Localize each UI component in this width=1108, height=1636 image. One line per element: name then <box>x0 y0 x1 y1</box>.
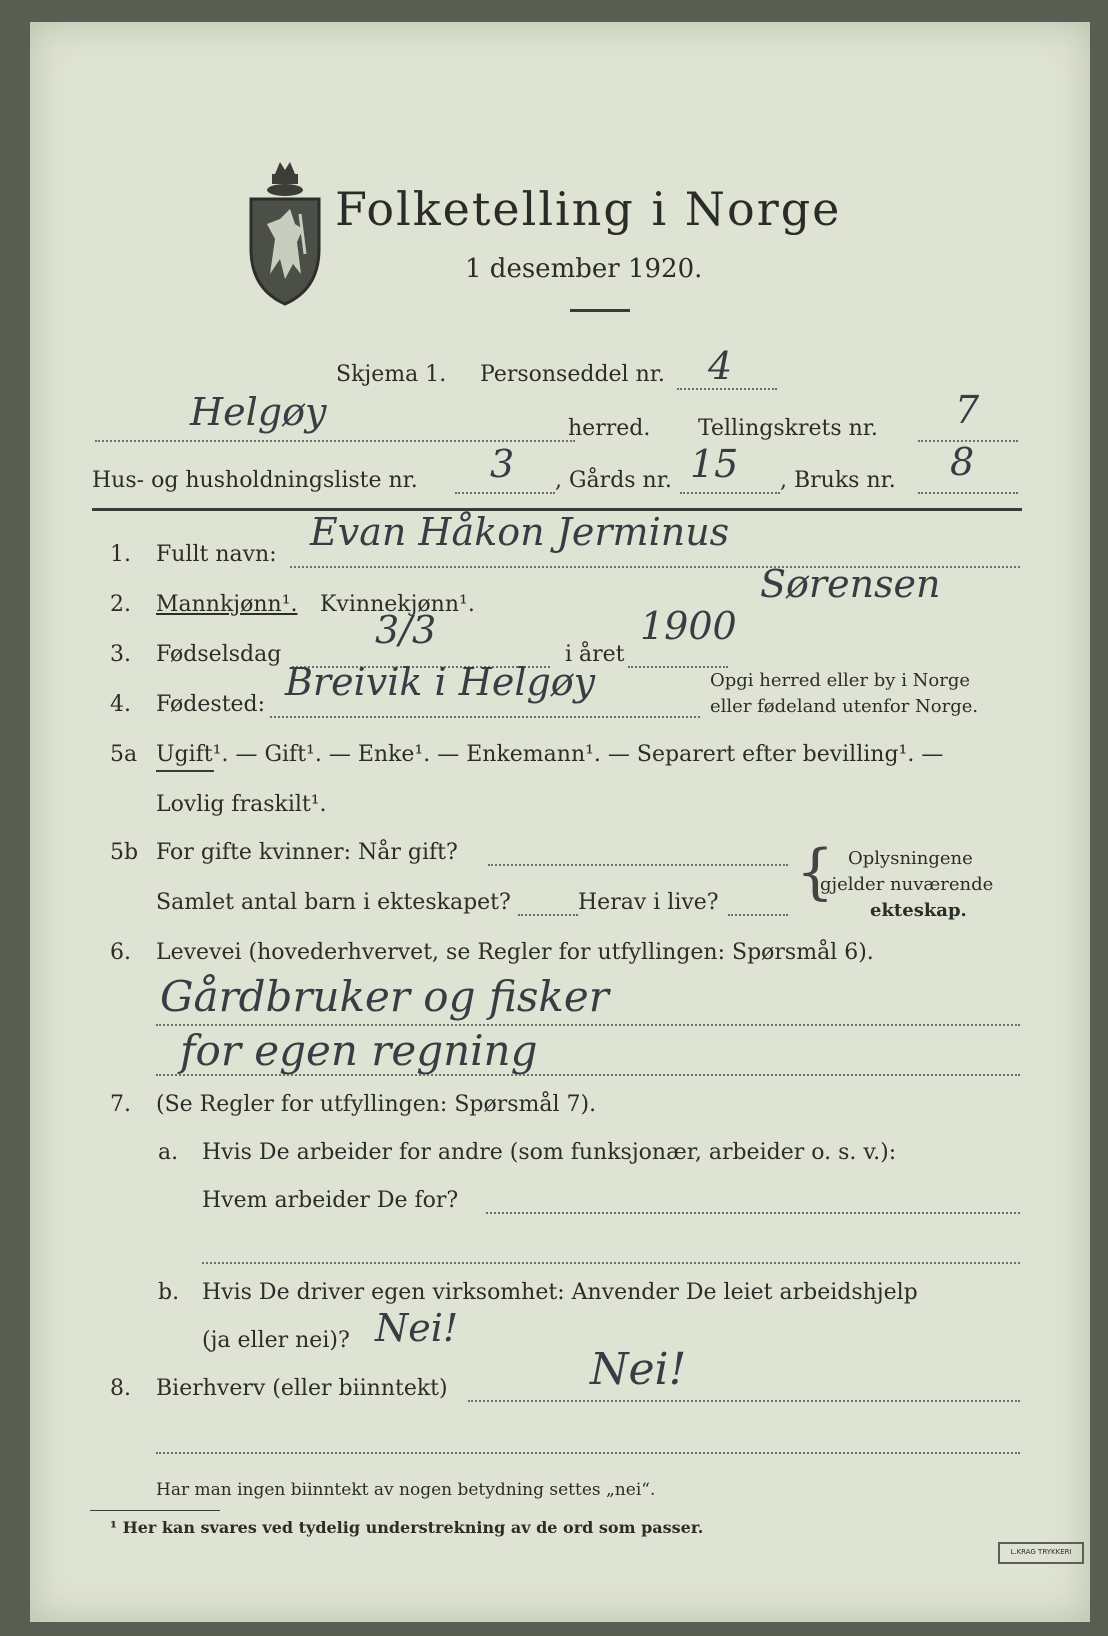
q5b-note-line2: gjelder nuværende <box>820 874 994 895</box>
q7-number: 7. <box>110 1092 131 1117</box>
q4-note-line2: eller fødeland utenfor Norge. <box>710 696 979 717</box>
q7b-letter: b. <box>158 1280 180 1305</box>
q4-value[interactable]: Breivik i Helgøy <box>285 660 596 704</box>
gards-label: , Gårds nr. <box>555 468 672 493</box>
q5a-number: 5a <box>110 742 138 767</box>
herred-value[interactable]: Helgøy <box>190 390 327 434</box>
q8-label: Bierhverv (eller biinntekt) <box>156 1376 448 1401</box>
q6-value-line1[interactable]: Gårdbruker og fisker <box>160 972 609 1021</box>
norwegian-coat-of-arms-icon <box>245 154 325 314</box>
q6-value-line2[interactable]: for egen regning <box>180 1026 538 1075</box>
q7a-line-extra <box>202 1262 1020 1264</box>
bruks-value[interactable]: 8 <box>950 440 975 484</box>
q4-note-line1: Opgi herred eller by i Norge <box>710 670 971 691</box>
skjema-label: Skjema 1. <box>336 362 447 387</box>
q1-number: 1. <box>110 542 131 567</box>
q2-female-option[interactable]: Kvinnekjønn¹. <box>320 592 475 617</box>
q3-label: Fødselsdag <box>156 642 282 667</box>
q8-line <box>468 1400 1020 1402</box>
q1-label: Fullt navn: <box>156 542 277 567</box>
q8-line-extra <box>156 1452 1020 1454</box>
q7b-line1: Hvis De driver egen virksomhet: Anvender De leiet arbeidshjelp <box>202 1280 918 1305</box>
herred-label: herred. <box>568 416 651 441</box>
q3-number: 3. <box>110 642 131 667</box>
footnote: ¹ Her kan svares ved tydelig understrekning av de ord som passer. <box>110 1518 704 1537</box>
q7-label: (Se Regler for utfyllingen: Spørsmål 7). <box>156 1092 597 1117</box>
husliste-label: Hus- og husholdningsliste nr. <box>92 468 418 493</box>
q6-label: Levevei (hovederhvervet, se Regler for utfyllingen: Spørsmål 6). <box>156 940 874 965</box>
personseddel-value[interactable]: 4 <box>708 344 733 388</box>
q3-year-label: i året <box>565 642 625 667</box>
q5b-children-line <box>518 914 578 916</box>
q5a-options-line2[interactable]: Lovlig fraskilt¹. <box>156 792 327 817</box>
title-divider <box>570 309 630 312</box>
husliste-line <box>455 492 555 494</box>
gards-value[interactable]: 15 <box>690 442 739 486</box>
q7a-line1: Hvis De arbeider for andre (som funksjonær, arbeider o. s. v.): <box>202 1140 897 1165</box>
footnote-rule <box>90 1510 220 1511</box>
q6-line2 <box>156 1074 1020 1076</box>
q3-value[interactable]: 3/3 <box>375 608 437 652</box>
q4-line <box>270 716 700 718</box>
personseddel-line <box>677 388 777 390</box>
q7b-value[interactable]: Nei! <box>375 1306 459 1350</box>
personseddel-label: Personseddel nr. <box>480 362 665 387</box>
q5b-alive-line <box>728 914 788 916</box>
q5b-note-line3: ekteskap. <box>870 900 967 921</box>
q5b-note-line1: Oplysningene <box>848 848 973 869</box>
q5b-children: Samlet antal barn i ekteskapet? <box>156 890 511 915</box>
q5a-ugift-underline <box>156 770 214 772</box>
q5b-when-married: For gifte kvinner: Når gift? <box>156 840 458 865</box>
printer-stamp: L.KRAG TRYKKERI <box>998 1542 1084 1564</box>
q1-value-line2[interactable]: Sørensen <box>760 562 941 606</box>
gards-line <box>680 492 780 494</box>
q7a-line <box>486 1212 1020 1214</box>
q5b-brace: { <box>796 837 835 907</box>
nei-instruction: Har man ingen biinntekt av nogen betydning settes „nei“. <box>156 1480 656 1500</box>
q5b-when-line <box>488 864 788 866</box>
census-date: 1 desember 1920. <box>465 254 703 284</box>
q4-number: 4. <box>110 692 131 717</box>
q2-number: 2. <box>110 592 131 617</box>
q5b-alive: Herav i live? <box>578 890 719 915</box>
bruks-line <box>918 492 1018 494</box>
q1-value-line1[interactable]: Evan Håkon Jerminus <box>310 510 730 554</box>
q8-value[interactable]: Nei! <box>590 1344 687 1395</box>
form-title: Folketelling i Norge <box>335 182 842 236</box>
q7a-letter: a. <box>158 1140 179 1165</box>
tellingskrets-value[interactable]: 7 <box>955 388 980 432</box>
tellingskrets-label: Tellingskrets nr. <box>698 416 878 441</box>
husliste-value[interactable]: 3 <box>490 442 515 486</box>
q4-label: Fødested: <box>156 692 266 717</box>
census-form-page <box>30 22 1090 1622</box>
q5b-number: 5b <box>110 840 139 865</box>
bruks-label: , Bruks nr. <box>780 468 896 493</box>
q3-year-line <box>628 666 728 668</box>
q2-male-option[interactable]: Mannkjønn¹. <box>156 592 298 617</box>
q3-year-value[interactable]: 1900 <box>640 604 737 648</box>
q8-number: 8. <box>110 1376 131 1401</box>
q5a-options[interactable]: Ugift¹. — Gift¹. — Enke¹. — Enkemann¹. — Separert efter bevilling¹. — <box>156 742 944 767</box>
q7b-line2: (ja eller nei)? <box>202 1328 350 1353</box>
q6-number: 6. <box>110 940 131 965</box>
q7a-line2: Hvem arbeider De for? <box>202 1188 459 1213</box>
